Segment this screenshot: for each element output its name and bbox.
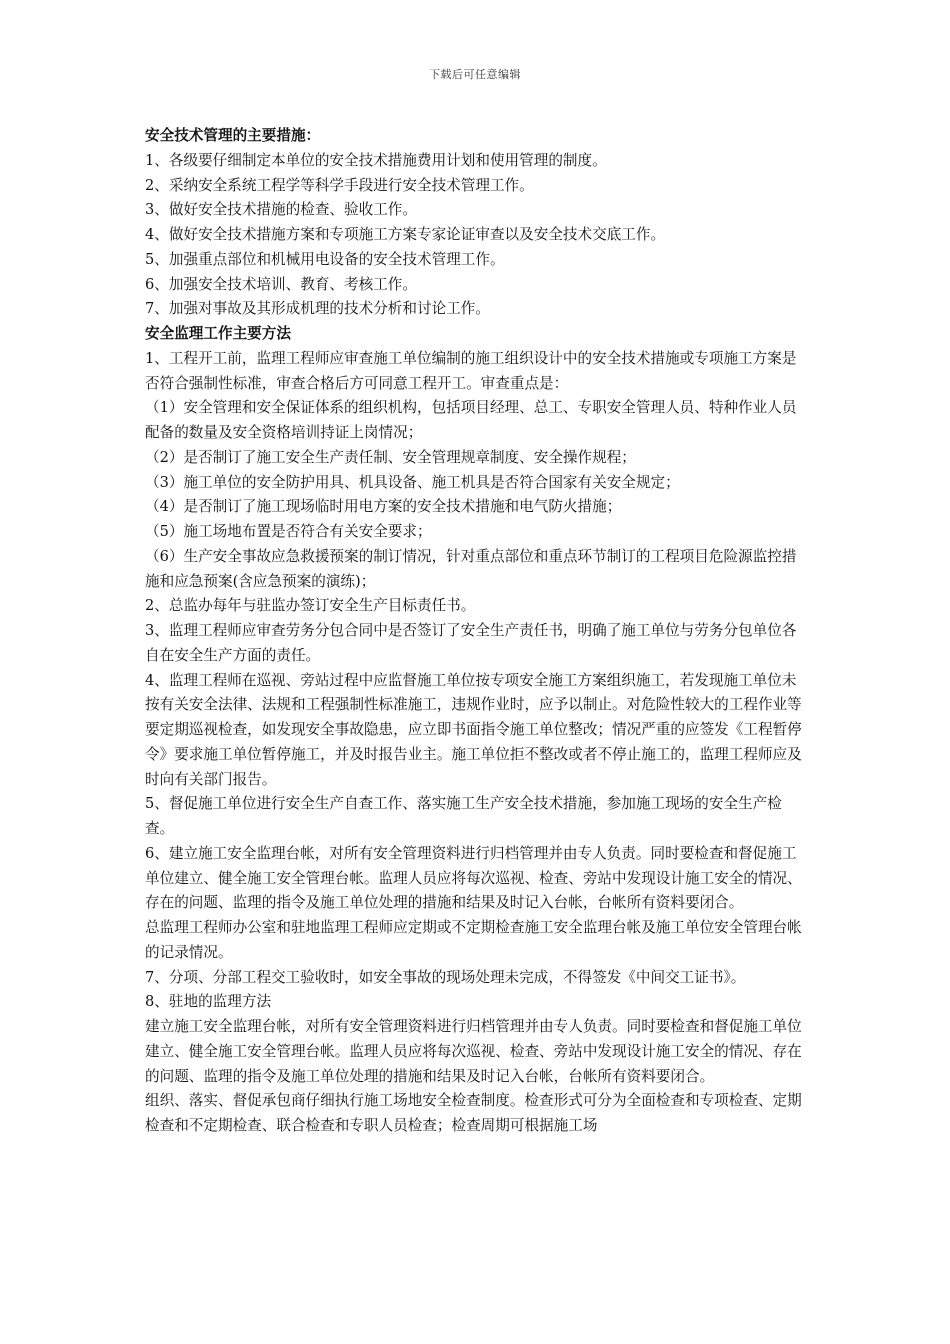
list-item: 2、采纳安全系统工程学等科学手段进行安全技术管理工作。 bbox=[145, 176, 534, 194]
list-item: 7、加强对事故及其形成机理的技术分析和讨论工作。 bbox=[145, 300, 490, 318]
paragraph: 总监理工程师办公室和驻地监理工程师应定期或不定期检查施工安全监理台帐及施工单位安全管理台帐的记录情况。 bbox=[145, 919, 802, 961]
sub-item: （5）施工场地布置是否符合有关安全要求； bbox=[145, 523, 432, 540]
paragraph: 1、工程开工前，监理工程师应审查施工单位编制的施工组织设计中的安全技术措施或专项施工方案是否符合强制性标准，审查合格后方可同意工程开工。审查重点是： bbox=[145, 349, 797, 392]
page-header: 下载后可任意编辑 bbox=[429, 68, 521, 81]
document-body bbox=[145, 124, 807, 1139]
paragraph: 组织、落实、督促承包商仔细执行施工场地安全检查制度。检查形式可分为全面检查和专项检查、定期检查和不定期检查、联合检查和专职人员检查；检查周期可根据施工场 bbox=[145, 1092, 802, 1134]
list-item: 5、加强重点部位和机械用电设备的安全技术管理工作。 bbox=[145, 250, 505, 268]
sub-item: （1）安全管理和安全保证体系的组织机构，包括项目经理、总工、专职安全管理人员、特种作业人员配备的数量及安全资格培训持证上岗情况； bbox=[145, 399, 797, 441]
list-item: 4、做好安全技术措施方案和专项施工方案专家论证审查以及安全技术交底工作。 bbox=[145, 226, 666, 243]
paragraph: 5、督促施工单位进行安全生产自查工作、落实施工生产安全技术措施，参加施工现场的安全生产检查。 bbox=[145, 795, 782, 837]
section-heading: 安全技术管理的主要措施： bbox=[145, 127, 321, 144]
sub-item: （6）生产安全事故应急救援预案的制订情况，针对重点部位和重点环节制订的工程项目危险源监控措施和应急预案(含应急预案的演练)； bbox=[145, 547, 797, 590]
paragraph: 4、监理工程师在巡视、旁站过程中应监督施工单位按专项安全施工方案组织施工，若发现施工单位未按有关安全法律、法规和工程强制性标准施工，违规作业时，应予以制止。对危险性较大的工程作业等要定期巡视检查，如发现安全事故隐患，应立即书面指令施工单位整改；情况严重的应签发《工程暂停令》要求施工单位暂停施工，并及时报告业主。施工单位拒不整改或者不停止施工的，监理工程师应及时向有关部门报告。 bbox=[145, 671, 802, 788]
section-heading: 安全监理工作主要方法 bbox=[145, 325, 291, 342]
sub-item: （3）施工单位的安全防护用具、机具设备、施工机具是否符合国家有关安全规定； bbox=[145, 473, 680, 491]
paragraph: 6、建立施工安全监理台帐，对所有安全管理资料进行归档管理并由专人负责。同时要检查和督促施工单位建立、健全施工安全管理台帐。监理人员应将每次巡视、检查、旁站中发现设计施工安全的情况、存在的问题、监理的指令及施工单位处理的措施和结果及时记入台帐，台帐所有资料要闭合。 bbox=[145, 844, 802, 912]
sub-item: （2）是否制订了施工安全生产责任制、安全管理规章制度、安全操作规程； bbox=[145, 448, 636, 466]
sub-item: （4）是否制订了施工现场临时用电方案的安全技术措施和电气防火措施； bbox=[145, 498, 622, 516]
paragraph: 建立施工安全监理台帐，对所有安全管理资料进行归档管理并由专人负责。同时要检查和督促施工单位建立、健全施工安全管理台帐。监理人员应将每次巡视、检查、旁站中发现设计施工安全的情况、存在的问题、监理的指令及施工单位处理的措施和结果及时记入台帐，台帐所有资料要闭合。 bbox=[145, 1018, 802, 1085]
paragraph: 3、监理工程师应审查劳务分包合同中是否签订了安全生产责任书，明确了施工单位与劳务分包单位各自在安全生产方面的责任。 bbox=[145, 622, 797, 664]
list-item: 6、加强安全技术培训、教育、考核工作。 bbox=[145, 275, 417, 293]
paragraph: 2、总监办每年与驻监办签订安全生产目标责任书。 bbox=[145, 597, 476, 615]
list-item: 1、各级要仔细制定本单位的安全技术措施费用计划和使用管理的制度。 bbox=[145, 151, 607, 169]
paragraph: 8、驻地的监理方法 bbox=[145, 993, 272, 1011]
paragraph: 7、分项、分部工程交工验收时，如安全事故的现场处理未完成，不得签发《中间交工证书》。 bbox=[145, 968, 746, 986]
list-item: 3、做好安全技术措施的检查、验收工作。 bbox=[145, 201, 417, 219]
